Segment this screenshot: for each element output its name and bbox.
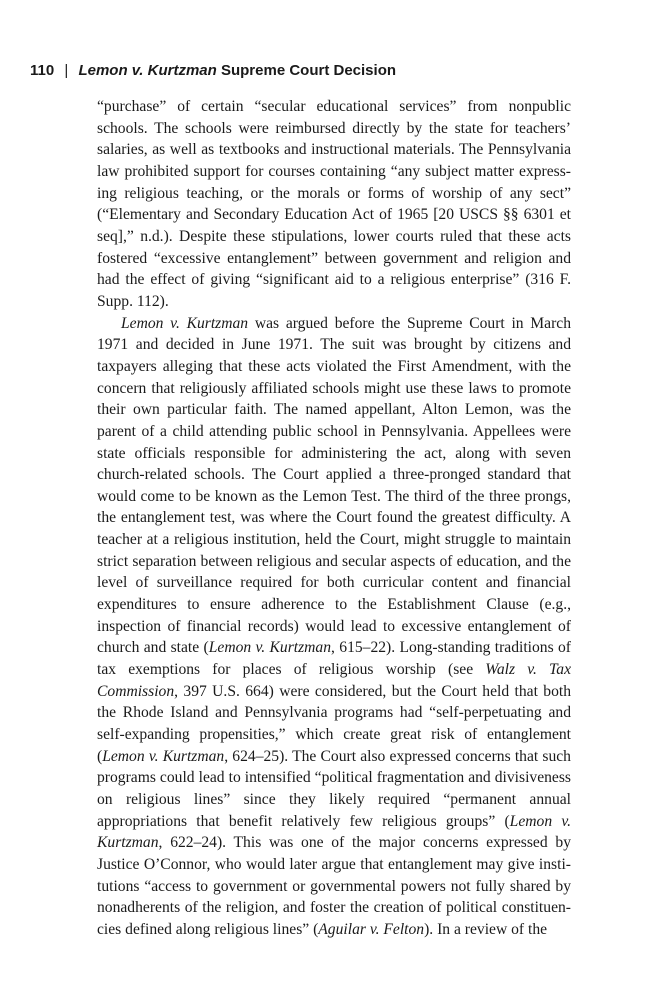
text-run: was argued before the Supreme Court in March 1971 and decided in June 1971. The suit was brought by citizens and taxpayers alleging that these acts violated the First Amendment, with the concern that religiously affiliated schools might use these laws to promote their own particular faith. The named appellant, Alton Lemon, was the parent of a child attending public school in Pennsylvania. Appellees were state officials responsible for administering the act, along with seven church-related schools. The Court applied a three-pronged standard that would come to be known as the Lemon Test. The third of the three prongs, the entanglement test, was where the Court found the greatest difficulty. A teacher at a religious institution, held the Court, might struggle to maintain strict separation between religious and secular aspects of education, and the level of surveillance required for both curricular content and financial expenditures to ensure adherence to the Establishment Clause (e.g., inspection of financial records) would lead to excessive entanglement of church and state ( [97,314,572,657]
text-run: ). In a review of the [424,920,548,938]
running-header [30,62,620,84]
text-run: , 624–25). The Court also expressed concerns that such programs could lead to intensified “political fragmentation and divisiveness on religious lines” since they likely required “permanent annual appropriations that benefit relatively few religious groups” ( [97,747,571,830]
header-title: Supreme Court Decision [216,62,397,79]
paragraph-p1 [97,96,571,313]
case-citation: Walz v. Tax Commission [97,661,571,700]
case-citation: Aguilar v. Felton [318,920,425,938]
text-run: , 397 U.S. 664) were considered, but the Court held that both the Rhode Island and Pennsylvania programs had “self-perpetuating and self-expanding propensities,” which create great risk of entanglement ( [97,682,571,765]
text-run: “purchase” of certain “secular educational services” from nonpublic schools. The schools were reimbursed directly by the state for teachers’ salaries, as well as textbooks and instructional materials. The Pennsylvania law prohibited support for courses containing “any subject matter expressing religious teaching, or the morals or forms of worship of any sect” (“Elementary and Secondary Education Act of 1965 [20 USCS §§ 6301 et seq],” n.d.). Despite these stipulations, lower courts ruled that these acts fostered “excessive entanglement” between government and religion and had the effect of giving “significant aid to a religious enterprise” (316 F. Supp. 112). [97,98,571,310]
page-number: 110 [30,62,55,79]
header-case-name: Lemon v. Kurtzman [78,62,217,79]
header-separator: | [64,62,69,79]
case-citation: Lemon v. Kurtzman [121,314,249,332]
text-run: , 615–22). Long-standing traditions of tax exemptions for places of religious worship (see [97,639,571,679]
case-citation: Lemon v. Kurtzman [102,747,225,765]
case-citation: Lemon v. Kurtzman [97,812,571,852]
case-citation: Lemon v. Kurtzman [208,639,332,657]
paragraph-p2 [97,313,571,941]
text-run: , 622–24). This was one of the major concerns expressed by Justice O’Connor, who would later argue that entanglement may give institutions “access to government or governmental powers not fully shared by nonadherents of the religion, and foster the creation of political constituencies defined along religious lines” ( [97,834,571,938]
body-text [97,96,571,941]
